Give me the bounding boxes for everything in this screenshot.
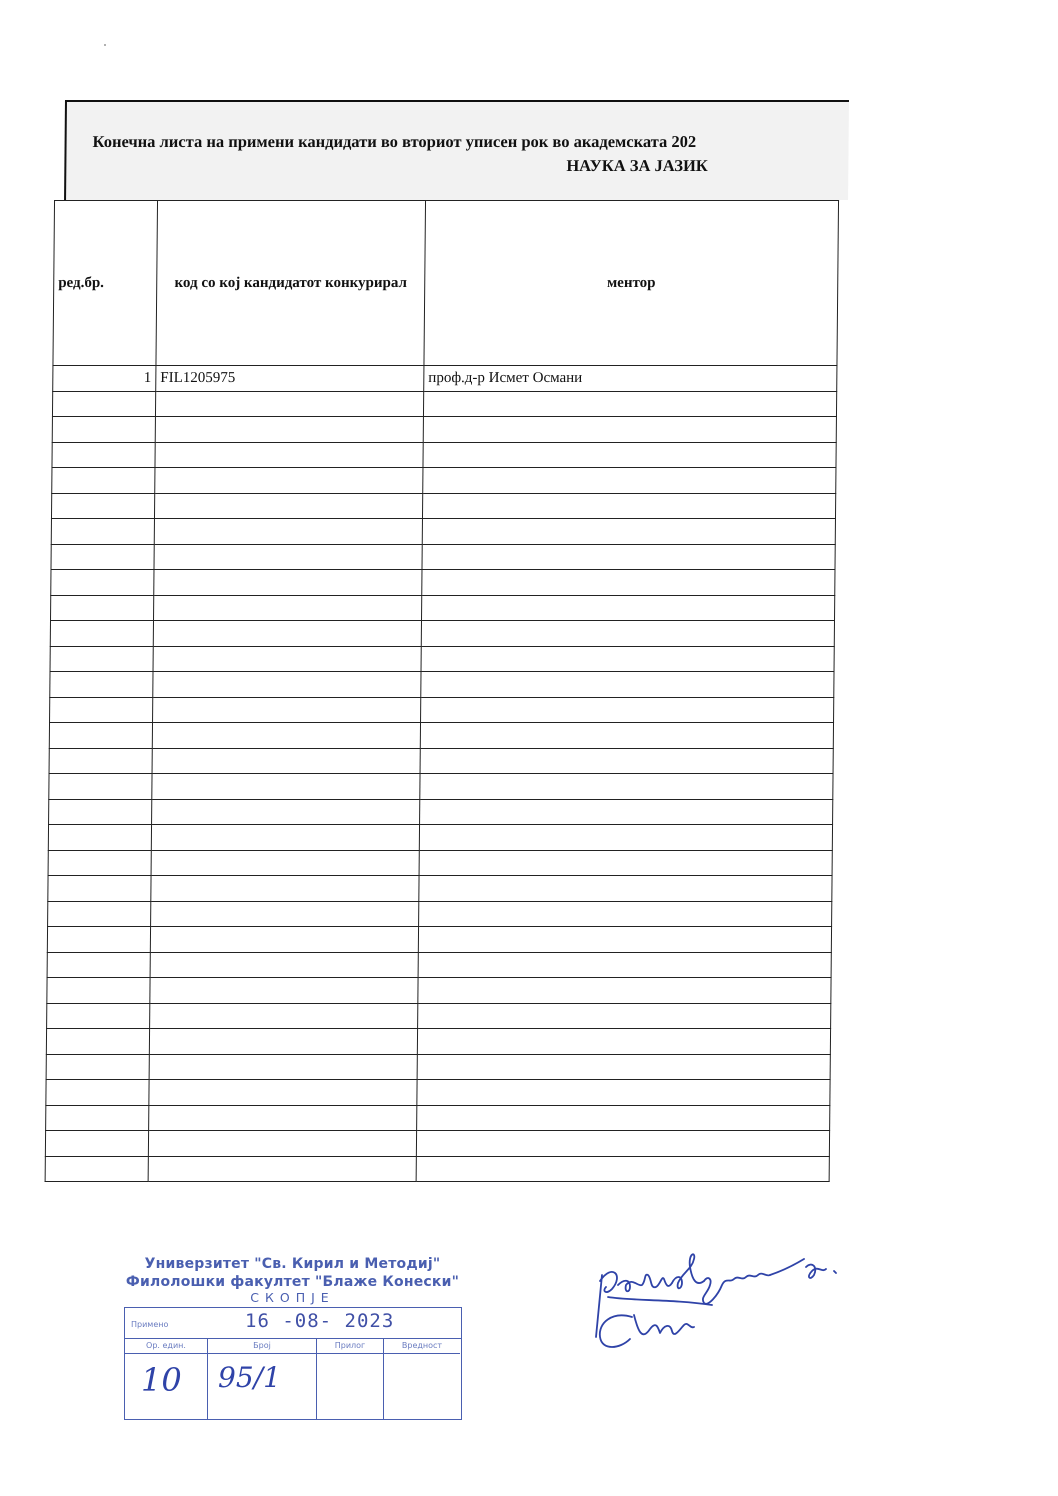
empty-cell [45, 1131, 148, 1157]
stamp-received-row [125, 1308, 461, 1339]
table-row-empty [50, 697, 834, 723]
empty-cell [46, 1105, 149, 1131]
empty-cell [423, 391, 836, 417]
empty-cell [48, 825, 151, 851]
empty-cell [151, 850, 419, 876]
cell-number: 1 [53, 366, 156, 392]
empty-cell [422, 544, 835, 570]
empty-cell [421, 621, 834, 647]
table-row-empty [51, 595, 835, 621]
table-row-empty [52, 417, 836, 443]
empty-cell [51, 595, 154, 621]
empty-cell [417, 1105, 830, 1131]
empty-cell [422, 519, 835, 545]
empty-cell [49, 799, 152, 825]
candidates-table [45, 200, 839, 1182]
empty-cell [49, 774, 152, 800]
table-row-empty [45, 1131, 829, 1157]
table-row-empty [47, 978, 831, 1004]
empty-cell [46, 1054, 149, 1080]
empty-cell [154, 570, 422, 596]
table-row-empty [45, 1156, 829, 1182]
empty-cell [419, 850, 832, 876]
table-row-empty [47, 952, 831, 978]
empty-cell [52, 468, 155, 494]
empty-cell [153, 621, 421, 647]
empty-cell [422, 595, 835, 621]
empty-cell [421, 697, 834, 723]
stamp-cell-number [208, 1339, 317, 1419]
empty-cell [420, 799, 833, 825]
empty-cell [422, 493, 835, 519]
empty-cell [48, 850, 151, 876]
stamp-box [124, 1307, 462, 1420]
registry-stamp [120, 1255, 465, 1420]
empty-cell [155, 442, 423, 468]
empty-cell [154, 493, 422, 519]
empty-cell [149, 1054, 417, 1080]
table-row-empty [46, 1105, 830, 1131]
empty-cell [422, 570, 835, 596]
stamp-handwritten-unit: 10 [141, 1361, 182, 1399]
table-row-empty [49, 748, 833, 774]
empty-cell [152, 774, 420, 800]
empty-cell [154, 544, 422, 570]
empty-cell [46, 1080, 149, 1106]
table-row-empty [51, 519, 835, 545]
stamp-cell-value [384, 1339, 460, 1419]
empty-cell [148, 1156, 416, 1182]
empty-cell [51, 493, 154, 519]
table-row [53, 366, 837, 392]
empty-cell [150, 927, 418, 953]
stamp-university: Универзитет "Св. Кирил и Методиј" [144, 1256, 441, 1272]
header-mentor: ментор [424, 201, 839, 366]
stamp-date: 16 -08- 2023 [245, 1310, 395, 1332]
header-code: код со кој кандидатот конкурирал [156, 201, 426, 366]
document-header [64, 100, 849, 200]
empty-cell [417, 1029, 830, 1055]
signature-drawing [572, 1232, 902, 1365]
empty-cell [149, 1105, 417, 1131]
cell-code: FIL1205975 [156, 366, 424, 392]
scan-speck [104, 44, 106, 46]
empty-cell [52, 391, 155, 417]
table-row-empty [50, 672, 834, 698]
empty-cell [150, 1003, 418, 1029]
empty-cell [155, 391, 423, 417]
empty-cell [46, 1029, 149, 1055]
document-subtitle: НАУКА ЗА ЈАЗИК [566, 156, 708, 175]
empty-cell [419, 901, 832, 927]
table-row-empty [47, 1003, 831, 1029]
stamp-fields-row [125, 1339, 461, 1419]
empty-cell [153, 646, 421, 672]
empty-cell [421, 672, 834, 698]
stamp-col-value: Вредност [384, 1339, 460, 1354]
table-row-empty [51, 493, 835, 519]
table-row-empty [50, 646, 834, 672]
empty-cell [154, 595, 422, 621]
empty-cell [153, 672, 421, 698]
empty-cell [45, 1156, 148, 1182]
empty-cell [51, 519, 154, 545]
empty-cell [423, 417, 836, 443]
stamp-col-attachment: Прилог [317, 1339, 383, 1354]
table-row-empty [51, 570, 835, 596]
signature-text: раководител: Стоп [572, 1232, 699, 1249]
table-row-empty [46, 1029, 830, 1055]
empty-cell [47, 978, 150, 1004]
empty-cell [155, 417, 423, 443]
header-number: ред.бр. [53, 201, 158, 366]
table-row-empty [48, 825, 832, 851]
stamp-col-unit: Ор. един. [125, 1339, 207, 1354]
empty-cell [420, 748, 833, 774]
table-row-empty [52, 391, 836, 417]
empty-cell [50, 697, 153, 723]
empty-cell [417, 1080, 830, 1106]
stamp-handwritten-number: 95/1 [218, 1361, 281, 1394]
table-row-empty [48, 876, 832, 902]
table-row-empty [48, 850, 832, 876]
empty-cell [50, 621, 153, 647]
table-row-empty [51, 544, 835, 570]
empty-cell [47, 927, 150, 953]
table-row-empty [46, 1080, 830, 1106]
empty-cell [418, 952, 831, 978]
stamp-faculty: Филолошки факултет "Блаже Конески" [125, 1274, 460, 1290]
empty-cell [421, 646, 834, 672]
empty-cell [47, 952, 150, 978]
empty-cell [420, 774, 833, 800]
empty-cell [52, 417, 155, 443]
table-row-empty [48, 901, 832, 927]
empty-cell [51, 570, 154, 596]
empty-cell [48, 876, 151, 902]
table-row-empty [46, 1054, 830, 1080]
stamp-cell-attachment [317, 1339, 384, 1419]
empty-cell [419, 876, 832, 902]
empty-cell [152, 723, 420, 749]
stamp-city: СКОПЈЕ [250, 1290, 335, 1305]
empty-cell [50, 672, 153, 698]
stamp-received-label: Примено [131, 1320, 169, 1329]
empty-cell [149, 1080, 417, 1106]
empty-cell [52, 442, 155, 468]
table-header-row [53, 201, 839, 366]
document-frame [44, 100, 849, 1232]
empty-cell [152, 748, 420, 774]
empty-cell [423, 468, 836, 494]
stamp-cell-unit [125, 1339, 208, 1419]
empty-cell [49, 723, 152, 749]
empty-cell [150, 978, 418, 1004]
empty-cell [418, 1003, 831, 1029]
table-row-empty [49, 723, 833, 749]
empty-cell [418, 927, 831, 953]
document-title: Конечна листа на примени кандидати во вториот уписен рок во академската 202 [92, 132, 697, 151]
empty-cell [420, 723, 833, 749]
cell-mentor: проф.д-р Исмет Османи [424, 366, 837, 392]
empty-cell [416, 1156, 829, 1182]
empty-cell [416, 1131, 829, 1157]
table-row-empty [52, 442, 836, 468]
empty-cell [50, 646, 153, 672]
empty-cell [419, 825, 832, 851]
empty-cell [153, 697, 421, 723]
table-row-empty [49, 799, 833, 825]
empty-cell [417, 1054, 830, 1080]
stamp-col-number: Број [208, 1339, 316, 1354]
empty-cell [152, 799, 420, 825]
table-row-empty [47, 927, 831, 953]
table-row-empty [50, 621, 834, 647]
empty-cell [149, 1029, 417, 1055]
empty-cell [151, 876, 419, 902]
empty-cell [155, 468, 423, 494]
empty-cell [48, 901, 151, 927]
empty-cell [49, 748, 152, 774]
empty-cell [47, 1003, 150, 1029]
table-row-empty [52, 468, 836, 494]
empty-cell [423, 442, 836, 468]
handwritten-signature [572, 1232, 902, 1370]
empty-cell [418, 978, 831, 1004]
empty-cell [51, 544, 154, 570]
table-row-empty [49, 774, 833, 800]
empty-cell [154, 519, 422, 545]
table-body [45, 366, 837, 1182]
empty-cell [151, 825, 419, 851]
empty-cell [151, 901, 419, 927]
empty-cell [150, 952, 418, 978]
empty-cell [148, 1131, 416, 1157]
